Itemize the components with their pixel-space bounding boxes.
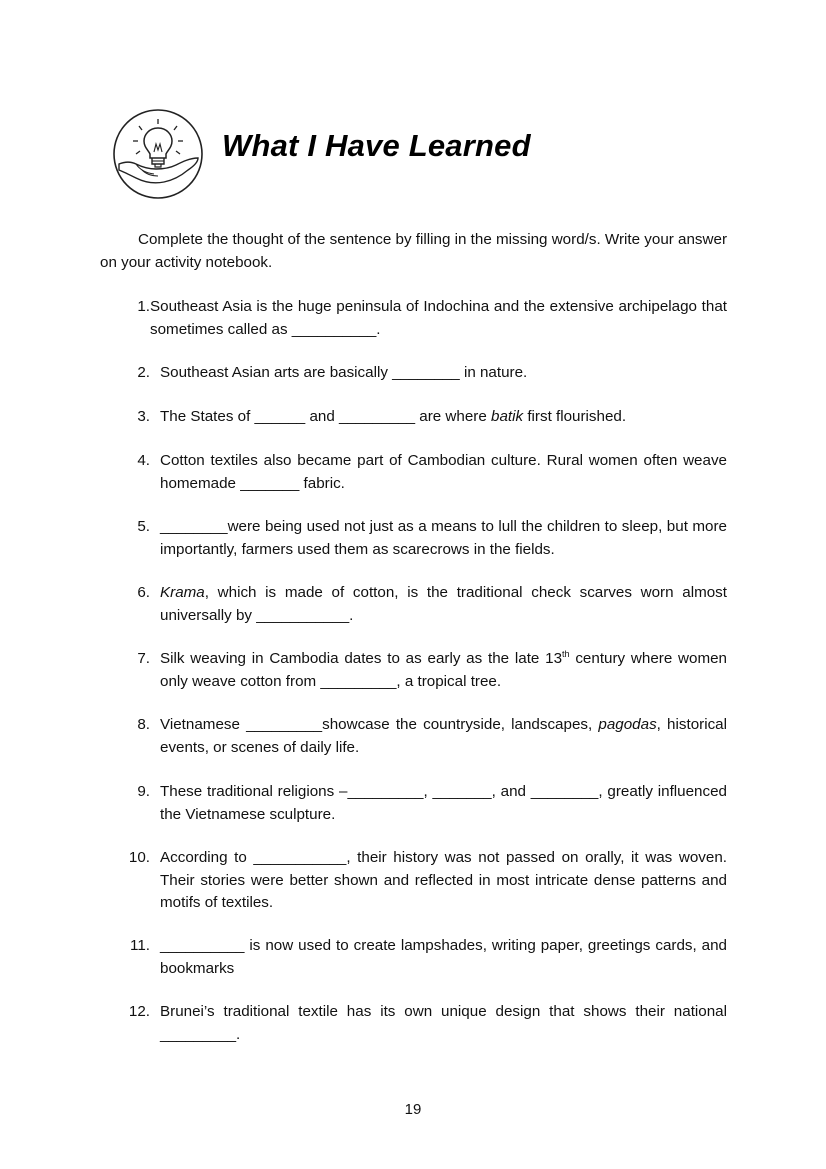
question-item-4 xyxy=(100,450,727,495)
question-text: These traditional religions –_________, _______, and ________, greatly influenced the Vietnamese sculpture. xyxy=(160,783,727,823)
page-number: 19 xyxy=(404,1101,422,1118)
question-item-11 xyxy=(100,935,727,980)
question-text: The States of ______ and _________ are where batik first flourished. xyxy=(160,408,627,425)
question-number: 12. xyxy=(128,1003,150,1020)
question-number: 5. xyxy=(137,518,150,535)
question-number: 4. xyxy=(137,452,150,469)
question-number: 7. xyxy=(137,650,150,667)
question-number: 3. xyxy=(137,408,150,425)
question-number: 9. xyxy=(137,783,150,800)
question-item-10 xyxy=(100,847,727,915)
question-number: 1. xyxy=(137,298,150,315)
question-text: __________ is now used to create lampshades, writing paper, greetings cards, and bookmarks xyxy=(160,937,727,977)
lightbulb-on-hand-icon xyxy=(112,108,204,200)
page-title: What I Have Learned xyxy=(222,128,531,163)
question-number: 2. xyxy=(137,364,150,381)
question-item-5 xyxy=(100,516,727,561)
question-item-8 xyxy=(100,714,727,759)
question-text: Vietnamese _________showcase the countryside, landscapes, pagodas, historical events, or scenes of daily life. xyxy=(160,716,727,756)
question-item-2 xyxy=(100,362,727,385)
question-item-3 xyxy=(100,406,727,429)
instructions-paragraph: Complete the thought of the sentence by filling in the missing word/s. Write your answer on your activity notebook. xyxy=(100,231,727,271)
question-item-1 xyxy=(100,296,727,341)
question-text: Krama, which is made of cotton, is the traditional check scarves worn almost universally by ___________. xyxy=(160,584,727,624)
question-item-7 xyxy=(100,648,727,693)
question-text: Southeast Asia is the huge peninsula of Indochina and the extensive archipelago that sometimes called as __________. xyxy=(150,298,727,338)
question-item-9 xyxy=(100,781,727,826)
question-number: 6. xyxy=(137,584,150,601)
question-text: According to ___________, their history was not passed on orally, it was woven. Their stories were better shown and reflected in most intricate dense patterns and motifs of textiles. xyxy=(160,849,727,911)
question-number: 11. xyxy=(130,937,150,954)
question-text: Cotton textiles also became part of Cambodian culture. Rural women often weave homemade _______ fabric. xyxy=(160,452,727,492)
question-item-6 xyxy=(100,582,727,627)
question-text: Silk weaving in Cambodia dates to as early as the late 13th century where women only weave cotton from _________, a tropical tree. xyxy=(160,648,728,690)
question-text: Brunei’s traditional textile has its own unique design that shows their national _________. xyxy=(160,1003,727,1043)
question-text: Southeast Asian arts are basically ________ in nature. xyxy=(160,364,528,381)
question-number: 8. xyxy=(137,716,150,733)
question-item-12 xyxy=(100,1001,727,1046)
question-text: ________were being used not just as a means to lull the children to sleep, but more importantly, farmers used them as scarecrows in the fields. xyxy=(160,518,727,558)
question-number: 10. xyxy=(128,849,150,866)
